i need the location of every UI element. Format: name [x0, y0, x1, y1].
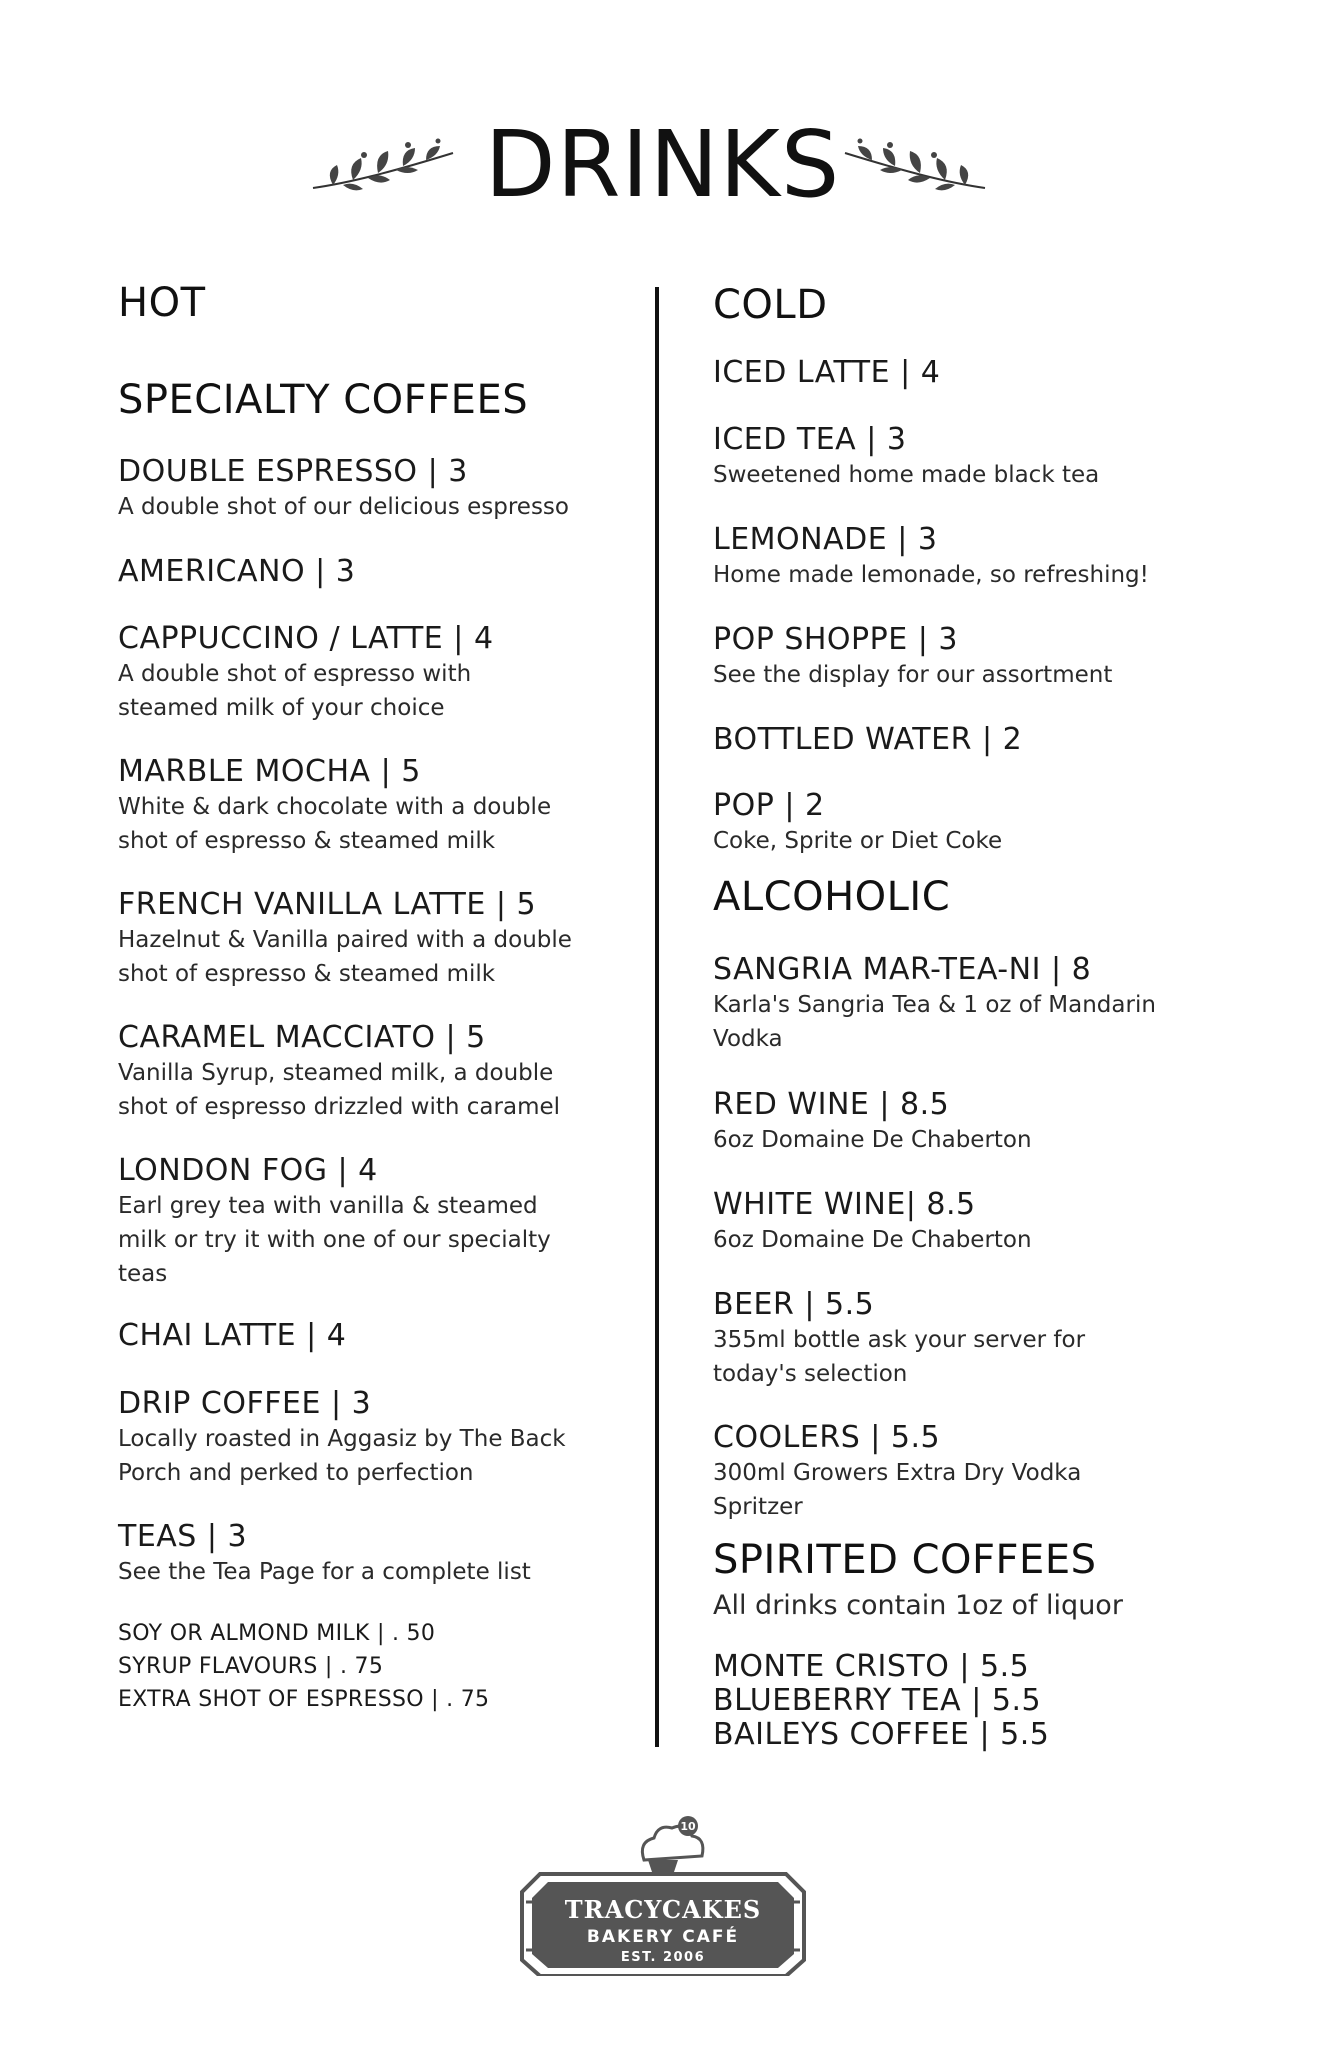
- item-desc: Karla's Sangria Tea & 1 oz of Mandarin: [713, 992, 1156, 1018]
- item-desc: Spritzer: [713, 1494, 803, 1520]
- tracycakes-logo: [518, 1812, 808, 1976]
- item-desc: Locally roasted in Aggasiz by The Back: [118, 1426, 566, 1452]
- cold-heading: COLD: [713, 282, 828, 328]
- item-desc: Home made lemonade, so refreshing!: [713, 562, 1149, 588]
- spirited-coffees-subtitle: All drinks contain 1oz of liquor: [713, 1590, 1123, 1621]
- item-desc: 300ml Growers Extra Dry Vodka: [713, 1460, 1082, 1486]
- item-name: LONDON FOG | 4: [118, 1153, 378, 1188]
- item-desc: Earl grey tea with vanilla & steamed: [118, 1193, 538, 1219]
- item-desc: milk or try it with one of our specialty: [118, 1227, 551, 1253]
- menu-item: [713, 1420, 1081, 1524]
- menu-item: [713, 722, 1022, 758]
- item-desc: shot of espresso & steamed milk: [118, 961, 496, 987]
- item-name: COOLERS | 5.5: [713, 1420, 941, 1455]
- item-desc: today's selection: [713, 1361, 908, 1387]
- item-name: CAPPUCCINO / LATTE | 4: [118, 621, 494, 656]
- item-desc: Vanilla Syrup, steamed milk, a double: [118, 1060, 554, 1086]
- extra-line: EXTRA SHOT OF ESPRESSO | . 75: [118, 1687, 490, 1712]
- item-name: AMERICANO | 3: [118, 554, 356, 589]
- item-name: BAILEYS COFFEE | 5.5: [713, 1717, 1050, 1752]
- menu-item: [118, 454, 569, 524]
- item-name: BEER | 5.5: [713, 1287, 875, 1322]
- hot-heading: HOT: [118, 280, 206, 326]
- item-desc: 6oz Domaine De Chaberton: [713, 1127, 1032, 1153]
- logo-badge: 10: [680, 1820, 696, 1833]
- menu-item: [713, 1650, 1049, 1752]
- item-desc: Sweetened home made black tea: [713, 462, 1100, 488]
- item-name: ICED LATTE | 4: [713, 355, 941, 390]
- menu-item: [713, 1287, 1085, 1391]
- menu-item: [713, 1087, 1032, 1157]
- item-name: POP SHOPPE | 3: [713, 622, 958, 657]
- menu-item: [713, 952, 1156, 1056]
- item-name: BLUEBERRY TEA | 5.5: [713, 1683, 1042, 1718]
- item-desc: 355ml bottle ask your server for: [713, 1327, 1086, 1353]
- item-desc: White & dark chocolate with a double: [118, 794, 552, 820]
- item-name: TEAS | 3: [118, 1519, 248, 1554]
- menu-item: [118, 887, 572, 991]
- menu-item: [118, 621, 494, 725]
- menu-item: [713, 1187, 1032, 1257]
- item-desc: steamed milk of your choice: [118, 695, 445, 721]
- alcoholic-heading: ALCOHOLIC: [713, 874, 951, 920]
- logo-name: TRACYCAKES: [564, 1895, 762, 1924]
- item-desc: A double shot of espresso with: [118, 661, 472, 687]
- item-name: BOTTLED WATER | 2: [713, 722, 1023, 757]
- item-name: CARAMEL MACCIATO | 5: [118, 1020, 486, 1055]
- specialty-coffees-heading: SPECIALTY COFFEES: [118, 377, 529, 423]
- item-desc: 6oz Domaine De Chaberton: [713, 1227, 1032, 1253]
- menu-item: [118, 1020, 560, 1124]
- logo-subtitle: BAKERY CAFÉ: [586, 1927, 740, 1947]
- menu-item: [713, 522, 1149, 592]
- menu-item: [118, 1318, 346, 1354]
- menu-item: [118, 554, 355, 590]
- menu-item: [713, 355, 940, 391]
- item-desc: A double shot of our delicious espresso: [118, 494, 569, 520]
- item-name: SANGRIA MAR-TEA-NI | 8: [713, 952, 1092, 987]
- item-name: DOUBLE ESPRESSO | 3: [118, 454, 468, 489]
- menu-item: [713, 422, 1099, 492]
- extra-line: SYRUP FLAVOURS | . 75: [118, 1654, 384, 1679]
- menu-item: [118, 1519, 531, 1589]
- column-divider: [655, 287, 659, 1747]
- title-row: [0, 105, 1325, 225]
- menu-item: [118, 754, 551, 858]
- menu-item: [118, 1386, 566, 1490]
- item-name: MARBLE MOCHA | 5: [118, 754, 421, 789]
- page-title: DRINKS: [484, 111, 841, 218]
- item-desc: shot of espresso drizzled with caramel: [118, 1094, 561, 1120]
- menu-item: [713, 622, 1112, 692]
- item-desc: See the display for our assortment: [713, 662, 1113, 688]
- item-desc: Coke, Sprite or Diet Coke: [713, 828, 1003, 854]
- spirited-coffees-heading: SPIRITED COFFEES: [713, 1537, 1097, 1583]
- item-desc: teas: [118, 1261, 168, 1287]
- item-name: POP | 2: [713, 788, 825, 823]
- item-desc: Porch and perked to perfection: [118, 1460, 474, 1486]
- item-name: RED WINE | 8.5: [713, 1087, 950, 1122]
- logo-established: EST. 2006: [620, 1950, 706, 1965]
- extra-line: SOY OR ALMOND MILK | . 50: [118, 1621, 436, 1646]
- leaf-sprig-right-icon: [840, 133, 990, 203]
- cupcake-icon: [642, 1816, 703, 1872]
- item-name: LEMONADE | 3: [713, 522, 938, 557]
- item-name: MONTE CRISTO | 5.5: [713, 1649, 1030, 1684]
- item-desc: Hazelnut & Vanilla paired with a double: [118, 927, 572, 953]
- item-name: DRIP COFFEE | 3: [118, 1386, 372, 1421]
- menu-item: [118, 1153, 551, 1291]
- item-desc: Vodka: [713, 1026, 783, 1052]
- menu-item: [713, 788, 1002, 858]
- item-desc: shot of espresso & steamed milk: [118, 828, 496, 854]
- item-name: FRENCH VANILLA LATTE | 5: [118, 887, 537, 922]
- item-name: CHAI LATTE | 4: [118, 1318, 347, 1353]
- item-desc: See the Tea Page for a complete list: [118, 1559, 531, 1585]
- item-name: ICED TEA | 3: [713, 422, 907, 457]
- item-name: WHITE WINE| 8.5: [713, 1187, 976, 1222]
